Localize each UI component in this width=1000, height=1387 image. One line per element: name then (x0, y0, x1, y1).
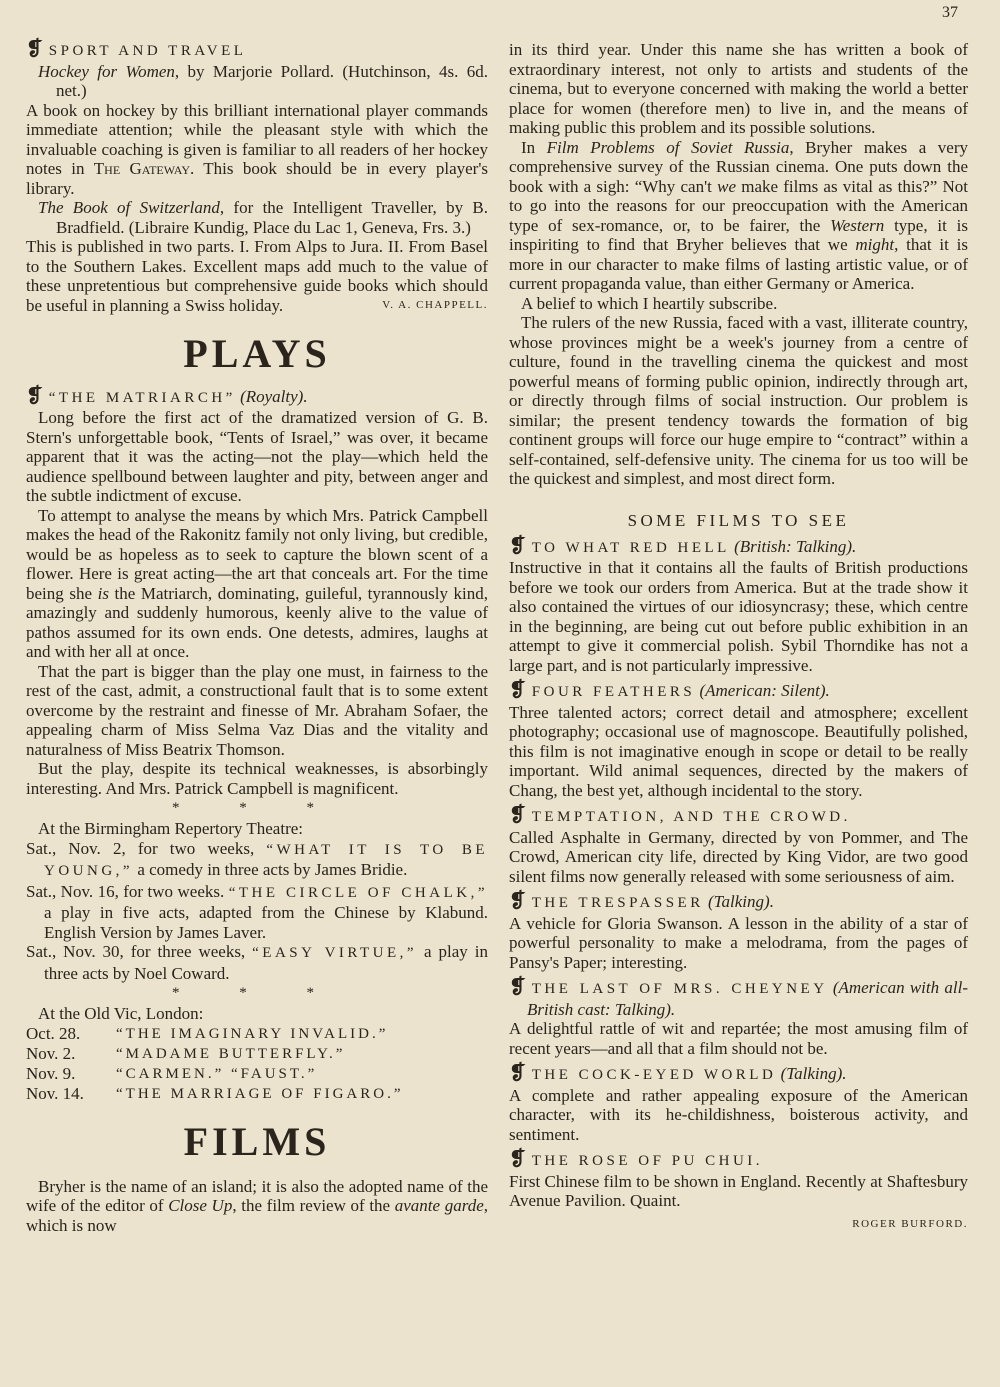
film-title: ❡ THE TRESPASSER (Talking). (509, 890, 774, 912)
section-mark-icon: ❡ (509, 804, 526, 826)
book1-entry: Hockey for Women, by Marjorie Pollard. (Hutchinson, 4s. 6d. net.) (38, 61, 488, 100)
oldvic-item: Nov. 2. “MADAME BUTTERFLY.” (26, 1043, 346, 1063)
films-paragraph-3: A belief to which I heartily subscribe. (521, 293, 778, 313)
section-mark-icon: ❡ (509, 534, 526, 557)
oldvic-item: Nov. 9. “CARMEN.” “FAUST.” (26, 1063, 318, 1083)
films-intro-continued: in its third year. Under this name she has written a book of extraordinary interest, not only to artists and students of the cinema, but to everyone concerned with making the world a better place for women (therefore men) to live in, and the means of making public this problem and its possible solutions. (509, 40, 968, 137)
plays-paragraph-2: To attempt to analyse the means by which Mrs. Patrick Campbell makes the head of the Rakonitz family not only living, but credible, would be as hopeless as to seek to capture the blown scent of a flower. Here is great acting—the art that conceals art. For the time being she is the Matriarch, dominating, guileful, tyrannously kind, amazingly and suddenly humorous, keenly alive to the value of pathos assumed for its own ends. One detests, admires, laughs at and with her all at once. (26, 505, 488, 661)
films-paragraph-4: The rulers of the new Russia, faced with a vast, illiterate country, whose provinces might be a week's journey from a centre of culture, found in the travelling cinema the quickest and most powerful means of forming public opinion, indirectly through art, or directly through films of social instruction. Our problem is similar; the present tendency towards the formation of big continent groups will force our huge empire to “contract” within a self-contained, self-defensive unity. The cinema for us too will be the quickest and simplest, and most direct form. (509, 313, 968, 488)
section-mark-icon: ❡ (509, 976, 526, 998)
sport-signature: V. A. CHAPPELL. (382, 299, 488, 311)
book2-review: This is published in two parts. I. From Alps to Jura. II. From Basel to the Southern Lakes. Excellent maps add much to the value of these unpretentious but comprehensive guide books which should be useful in planning a Swiss holiday. (26, 237, 488, 315)
film-text: First Chinese film to be shown in England. Recently at Shaftesbury Avenue Pavilion. Quaint. (509, 1171, 968, 1210)
section-mark-icon: ❡ (509, 1062, 526, 1084)
film-text: Instructive in that it contains all the faults of British productions before we took our orders from America. But at the trade show it also contained the virtues of our idiosyncrasy; these, which centre in the beginning, are being cut out before public exhibition in an attempt to give it commercial polish. Sybil Thorndike has not a large part, and is not particularly impressive. (509, 558, 968, 675)
film-title: ❡ THE COCK-EYED WORLD (Talking). (509, 1062, 847, 1084)
film-title: ❡ TEMPTATION, AND THE CROWD. (509, 804, 851, 826)
page-number: 37 (942, 4, 958, 21)
oldvic-intro: At the Old Vic, London: (38, 1004, 204, 1023)
section-mark-icon: ❡ (509, 679, 526, 701)
film-text: Three talented actors; correct detail and atmosphere; excellent photography; occasional use of magnoscope. Beautifully polished, this film is not imaginative enough in scope or detail to be really important. Wild animal sequences, directed by the makers of Chang, the best yet, although incidental to the story. (509, 702, 968, 800)
films-signature: ROGER BURFORD. (852, 1217, 968, 1230)
film-title: ❡ FOUR FEATHERS (American: Silent). (509, 679, 830, 701)
section-mark-icon: ❡ (26, 384, 43, 407)
left-column (26, 40, 488, 1235)
birmingham-intro: At the Birmingham Repertory Theatre: (38, 819, 304, 838)
plays-paragraph-4: But the play, despite its technical weaknesses, is absorbingly interesting. And Mrs. Patrick Campbell is magnificent. (26, 759, 488, 798)
film-title: ❡ THE LAST OF MRS. CHEYNEY (American with all-British cast: Talking). (509, 976, 969, 1019)
film-text: Called Asphalte in Germany, directed by von Pommer, and The Crowd, American city life, directed by King Vidor, are two good silent films now generally released with some seriousness of aim. (509, 827, 968, 886)
film-text: A vehicle for Gloria Swanson. A lesson in the ability of a star of powerful personality to make a melodrama, from the pages of Pansy's Paper; interesting. (509, 913, 968, 972)
films-intro: Bryher is the name of an island; it is also the adopted name of the wife of the editor of Close Up, the film review of the avante garde, which is now (26, 1176, 489, 1235)
sport-heading: ❡ SPORT AND TRAVEL (26, 38, 247, 60)
separator-stars: * * * (172, 800, 342, 816)
plays-paragraph-3: That the part is bigger than the play one must, in fairness to the rest of the cast, admit, a constructional fault that is to some extent overcome by the restraint and finesse of Mr. Abraham Sofaer, the appealing charm of Miss Selma Vaz Dias and the vitality and naturalness of Miss Beatrix Thomson. (26, 661, 488, 759)
film-entry (509, 534, 968, 676)
birmingham-item: Sat., Nov. 16, for two weeks. “THE CIRCLE OF CHALK,” a play in five acts, adapted from the Chinese by Klabund. English Version by James Laver. (26, 881, 488, 942)
film-entry (509, 806, 968, 886)
film-title: ❡ TO WHAT RED HELL (British: Talking). (509, 534, 857, 557)
book1-review: A book on hockey by this brilliant international player commands immediate attention; while the pleasant style with which the invaluable coaching is given is familiar to all readers of her hockey notes in The Gateway. This book should be in every player's library. (26, 100, 488, 198)
oldvic-item: Oct. 28. “THE IMAGINARY INVALID.” (26, 1023, 389, 1043)
birmingham-item: Sat., Nov. 30, for three weeks, “EASY VIRTUE,” a play in three acts by Noel Coward. (26, 942, 488, 983)
separator-stars: * * * (172, 985, 342, 1001)
plays-paragraph-1: Long before the first act of the dramatized version of G. B. Stern's unforgettable book, “Tents of Israel,” was over, it became apparent that it was the acting—not the play—which held the audience spellbound between laughter and pity, between anger and the subtle indictment of excuse. (26, 408, 488, 505)
birmingham-item: Sat., Nov. 2, for two weeks, “WHAT IT IS TO BE YOUNG,” a comedy in three acts by James Bridie. (26, 838, 488, 879)
section-mark-icon: ❡ (26, 38, 43, 60)
section-mark-icon: ❡ (509, 890, 526, 912)
film-entry (509, 1064, 968, 1144)
film-title: ❡ THE ROSE OF PU CHUI. (509, 1148, 764, 1170)
films-paragraph-2: In Film Problems of Soviet Russia, Bryher makes a very comprehensive survey of the Russian cinema. One puts down the book with a sigh: “Why can't we make films as vital as this?” Not to go into the reasons for our preoccupation with the American type of sex-romance, or, to be fairer, the Western type, it is inspiriting to find that Bryher believes that we might, that it is more in our character to make films of lasting artistic value, or of current propaganda value, than either Germany or America. (509, 137, 968, 293)
film-entry (509, 1150, 968, 1211)
section-mark-icon: ❡ (509, 1148, 526, 1170)
film-text: A complete and rather appealing exposure of the American character, with its he-childishness, boisterous activity, and sentiment. (509, 1085, 968, 1144)
film-entry (509, 892, 968, 972)
matriarch-heading: ❡ “THE MATRIARCH” (Royalty). (26, 384, 308, 407)
films-intro-left-tail: , which is now (26, 1196, 489, 1235)
book2-entry: The Book of Switzerland, for the Intelligent Traveller, by B. Bradfield. (Libraire Kundig, Place du Lac 1, Geneva, Frs. 3.) (38, 198, 488, 237)
film-text: A delightful rattle of wit and repartée; the most amusing film of recent years—and all that a film should not be. (509, 1019, 968, 1058)
right-column (509, 40, 968, 1234)
films-heading: FILMS (183, 1118, 331, 1164)
films-to-see-heading: SOME FILMS TO SEE (627, 510, 850, 530)
plays-heading: PLAYS (183, 330, 331, 376)
film-entry (509, 681, 968, 800)
film-entry (509, 978, 968, 1058)
oldvic-item: Nov. 14. “THE MARRIAGE OF FIGARO.” (26, 1083, 404, 1103)
